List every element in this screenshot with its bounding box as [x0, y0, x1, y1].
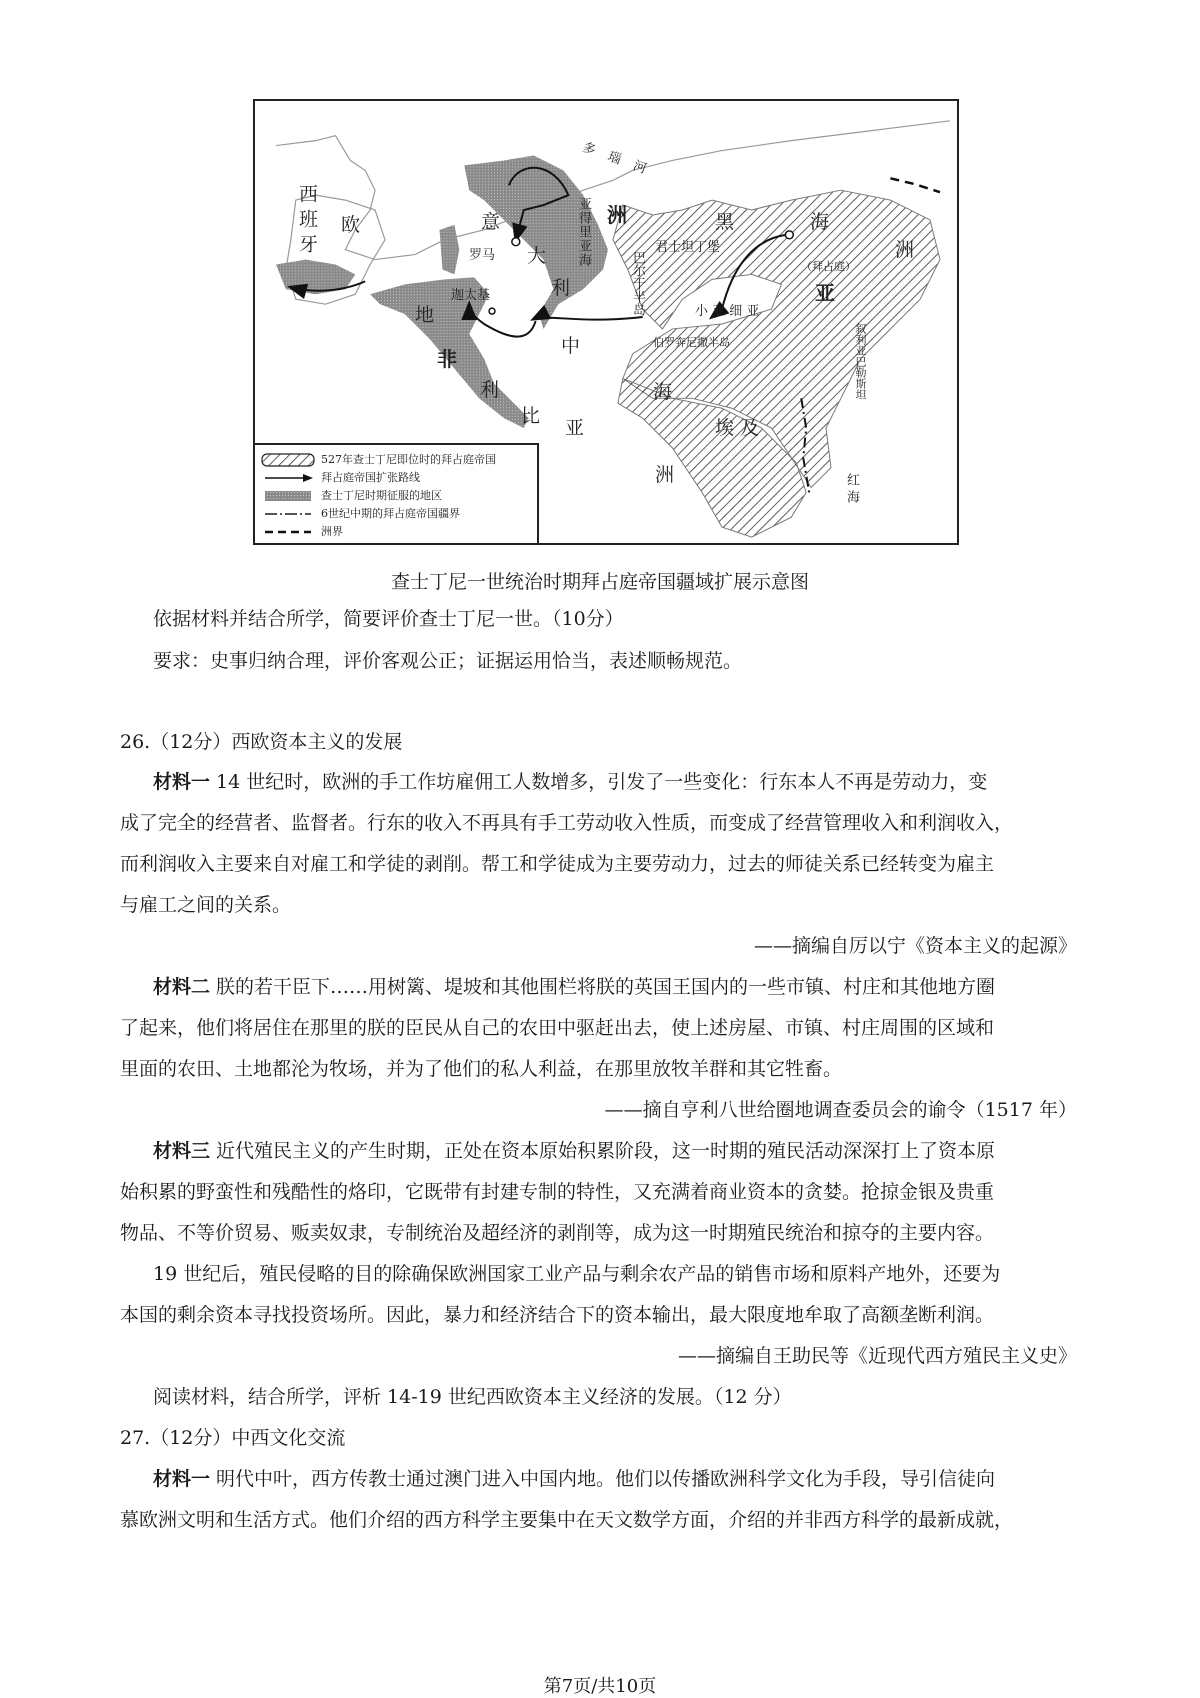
material-label: 材料一: [153, 1468, 211, 1490]
label-constantinople: 君士坦丁堡: [655, 240, 721, 255]
q27-m1-line-1: [153, 1470, 995, 1489]
legend-item: [261, 505, 460, 521]
q27-m1-line-2: 慕欧洲文明和生活方式。他们介绍的西方科学主要集中在天文数学方面，介绍的并非西方科学的最新成就，: [120, 1509, 1014, 1531]
label-africa-li: 利: [480, 379, 500, 401]
label-med-hai: 海: [653, 381, 673, 403]
label-peloponnese: 伯罗奔尼撒半岛: [653, 336, 730, 349]
label-asia-ya: 亚: [815, 281, 835, 305]
label-italy-li: 利: [551, 277, 571, 299]
label-danube: 多瑙河: [580, 140, 662, 182]
label-spain: 西班牙: [296, 184, 318, 259]
legend-item: [261, 451, 496, 467]
label-red-sea: 红海: [844, 473, 859, 507]
q26-m2-line-2: 了起来，他们将居住在那里的朕的臣民从自己的农田中驱赶出去，使上述房屋、市镇、村庄周围的区域和: [120, 1017, 995, 1039]
paragraph-text: 朕的若干臣下……用树篱、堤坡和其他围栏将朕的英国王国内的一些市镇、村庄和其他地方圈: [210, 976, 996, 998]
label-asia-zhou: 洲: [895, 239, 915, 261]
route-arrow-africa: [534, 317, 643, 320]
sardinia: [440, 225, 460, 275]
paragraph-text: 近代殖民主义的产生时期，正处在资本原始积累阶段，这一时期的殖民活动深深打上了资本原: [210, 1140, 996, 1162]
material-label: 材料二: [153, 976, 211, 998]
label-adriatic: 亚得里亚海: [576, 197, 591, 267]
material-label: 材料一: [153, 771, 211, 793]
q26-m1-line-4: 与雇工之间的关系。: [120, 894, 292, 916]
dashed-line-icon: [261, 524, 315, 538]
rome-marker: [512, 238, 520, 246]
page-number: 第7页/共10页: [543, 1676, 657, 1697]
label-egypt: 埃 及: [715, 417, 760, 439]
label-med-zhong: 中: [561, 335, 581, 357]
label-africa-bi: 比: [521, 405, 541, 427]
label-africa-ya: 亚: [565, 417, 585, 439]
continent-boundary: [890, 178, 940, 192]
q26-m1-line-3: 而利润收入主要来自对雇工和学徒的剥削。帮工和学徒成为主要劳动力，过去的师徒关系已经转变为雇主: [120, 853, 995, 875]
q26-m1-source: ——摘编自厉以宁《资本主义的起源》: [753, 935, 1077, 957]
label-africa-zhou: 洲: [655, 464, 675, 486]
carthage-marker: [489, 308, 495, 314]
label-black-sea-hai: 海: [810, 211, 830, 233]
paragraph-text: 明代中叶，西方传教士通过澳门进入中国内地。他们以传播欧洲科学文化为手段，导引信徒向: [210, 1468, 996, 1490]
label-europe-ou: 欧: [341, 214, 361, 236]
q26-m3-line-3: 物品、不等价贸易、贩卖奴隶，专制统治及超经济的剥削等，成为这一时期殖民统治和掠夺的主要内容。: [120, 1222, 995, 1244]
q26-m3-line-1: [153, 1142, 995, 1161]
arrow-line-icon: [261, 470, 315, 484]
label-asia-minor: 小 亚 细 亚: [695, 304, 760, 319]
q26-m2-line-3: 里面的农田、土地都沦为牧场，并为了他们的私人利益，在那里放牧羊群和其它牲畜。: [120, 1058, 843, 1080]
map-legend: [255, 443, 539, 543]
q26-m2-line-1: [153, 978, 995, 997]
label-med-di: 地: [415, 304, 435, 326]
gray-fill-icon: [261, 488, 315, 502]
constantinople-marker: [785, 231, 793, 239]
label-italy-da: 大: [527, 245, 547, 267]
material-label: 材料三: [153, 1140, 211, 1162]
label-rome: 罗马: [469, 248, 496, 263]
q26-m3b-line-2: 本国的剩余资本寻找投资场所。因此，暴力和经济结合下的资本输出，最大限度地牟取了高额垄断利润。: [120, 1304, 995, 1326]
q26-heading: 26.（12分）西欧资本主义的发展: [120, 731, 403, 753]
q26-m3b-line-1: 19 世纪后，殖民侵略的目的除确保欧洲国家工业产品与剩余农产品的销售市场和原料产地外，还要为: [153, 1263, 1001, 1285]
q25-prompt: 依据材料并结合所学，简要评价查士丁尼一世。（10分）: [153, 608, 624, 630]
legend-label: 6世纪中期的拜占庭帝国疆界: [321, 507, 460, 520]
dash-dot-line-icon: [261, 506, 315, 520]
legend-label: 527年查士丁尼即位时的拜占庭帝国: [321, 453, 496, 466]
legend-label: 洲界: [321, 525, 343, 538]
legend-item: [261, 523, 343, 539]
paragraph-text: 14 世纪时，欧洲的手工作坊雇佣工人数增多，引发了一些变化：行东本人不再是劳动力，变: [210, 771, 988, 793]
hatched-region-icon: [261, 452, 315, 466]
label-italy-yi: 意: [481, 211, 501, 233]
q26-m1-line-2: 成了完全的经营者、监督者。行东的收入不再具有手工劳动收入性质，而变成了经营管理收入和利润收入，: [120, 812, 1014, 834]
q26-m2-source: ——摘自亨利八世给圈地调查委员会的谕令（1517 年）: [604, 1099, 1077, 1121]
legend-item: [261, 469, 420, 485]
legend-label: 拜占庭帝国扩张路线: [321, 471, 420, 484]
label-carthage: 迦太基: [451, 288, 491, 303]
label-europe-zhou: 洲: [607, 203, 627, 227]
byzantine-map: [253, 99, 959, 545]
q27-heading: 27.（12分）中西文化交流: [120, 1427, 346, 1449]
label-africa-fei: 非: [437, 347, 457, 371]
q26-m3-line-2: 始积累的野蛮性和残酷性的烙印，它既带有封建专制的特性，又充满着商业资本的贪婪。抢掠金银及贵重: [120, 1181, 995, 1203]
q26-m1-line-1: [153, 773, 987, 792]
legend-item: [261, 487, 442, 503]
label-byzantium: （拜占庭）: [801, 260, 856, 273]
q26-prompt: 阅读材料，结合所学，评析 14-19 世纪西欧资本主义经济的发展。（12 分）: [153, 1386, 792, 1408]
label-black-sea-hei: 黑: [715, 211, 735, 233]
q26-m3-source: ——摘编自王助民等《近现代西方殖民主义史》: [677, 1345, 1077, 1367]
map-caption: 查士丁尼一世统治时期拜占庭帝国疆域扩展示意图: [390, 571, 809, 593]
label-balkan: 巴尔干半岛: [630, 251, 645, 316]
legend-label: 查士丁尼时期征服的地区: [321, 489, 442, 502]
label-syria-palestine: 叙利亚巴勒斯坦: [854, 323, 867, 400]
q25-requirement: 要求：史事归纳合理，评价客观公正；证据运用恰当，表述顺畅规范。: [153, 650, 743, 672]
